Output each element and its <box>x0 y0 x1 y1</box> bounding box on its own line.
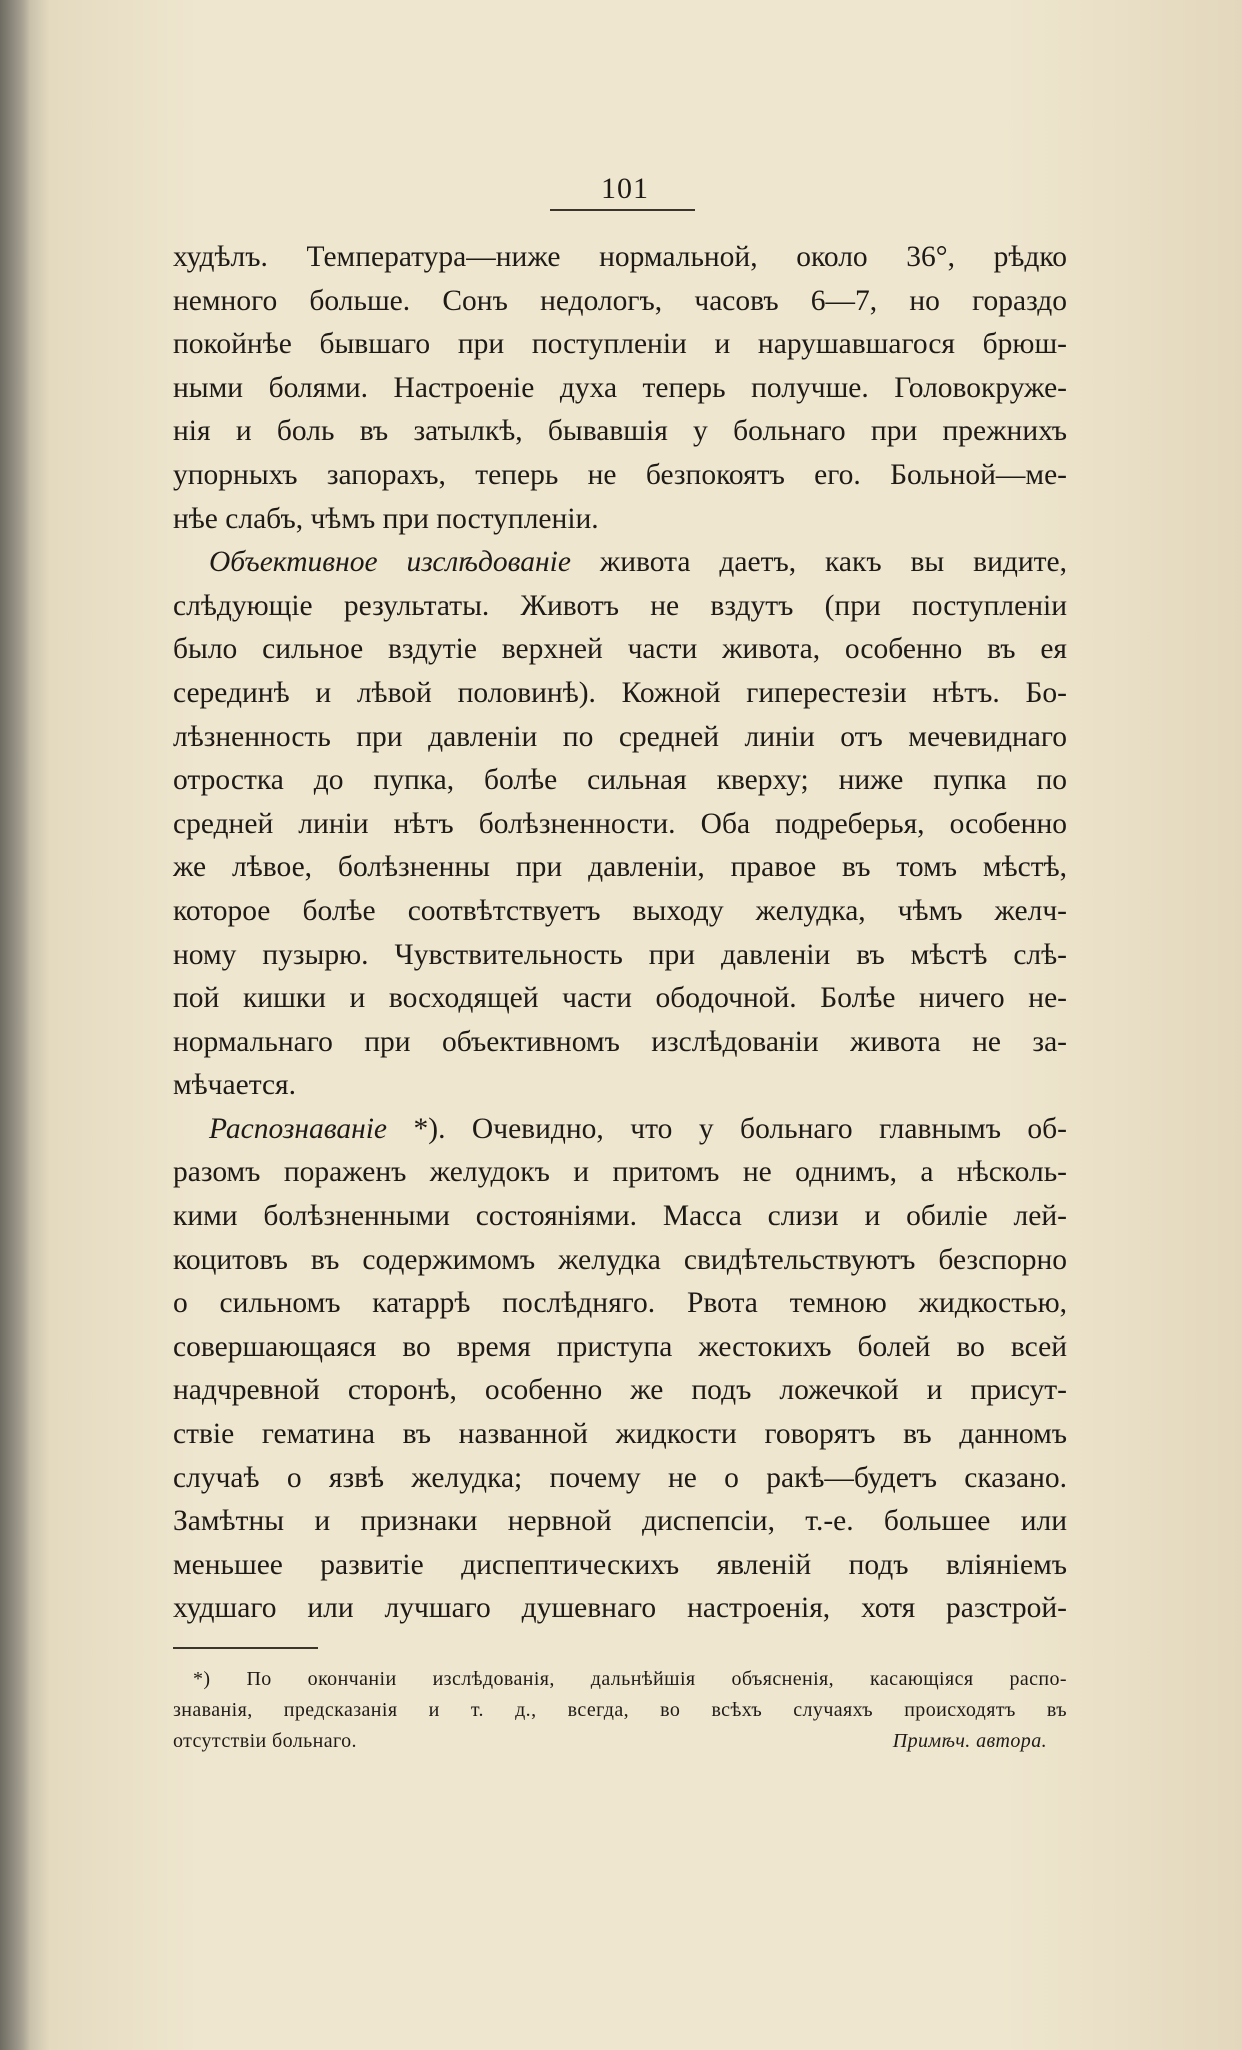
text-line: покойнѣе бывшаго при поступленіи и нарушавшагося брюш- <box>173 328 1067 361</box>
footnote-line: *) По окончаніи изслѣдованія, дальнѣйшія объясненія, касающіяся распо- <box>193 1668 1067 1690</box>
text-line: пой кишки и восходящей части ободочной. Болѣе ничего не- <box>173 982 1067 1015</box>
text-line: средней линіи нѣтъ болѣзненности. Оба подреберья, особенно <box>173 807 1067 840</box>
text-line: надчревной сторонѣ, особенно же подъ ложечкой и присут- <box>173 1374 1067 1407</box>
italic-heading-diagnosis: Распознаваніе <box>209 1112 388 1145</box>
text-line: худшаго или лучшаго душевнаго настроенія, хотя разстрой- <box>173 1592 1067 1625</box>
text-line: нѣе слабъ, чѣмъ при поступленіи. <box>173 502 599 535</box>
text-line: немного больше. Сонъ недологъ, часовъ 6—7, но гораздо <box>173 284 1067 317</box>
text-line: Замѣтны и признаки нервной диспепсіи, т.-е. большее или <box>173 1505 1067 1538</box>
footnote <box>173 1664 1067 1757</box>
text-line: меньшее развитіе диспептическихъ явленій подъ вліяніемъ <box>173 1548 1067 1581</box>
text-line: которое болѣе соотвѣтствуетъ выходу желудка, чѣмъ желч- <box>173 894 1067 927</box>
text-line: ному пузырю. Чувствительность при давленіи въ мѣстѣ слѣ- <box>173 938 1067 971</box>
text-line: совершающаяся во время приступа жестокихъ болей во всей <box>173 1330 1067 1363</box>
text-line: коцитовъ въ содержимомъ желудка свидѣтельствуютъ безспорно <box>173 1243 1067 1276</box>
text-line: же лѣвое, болѣзненны при давленіи, правое въ томъ мѣстѣ, <box>173 851 1067 884</box>
page-spine-shadow <box>0 0 30 2050</box>
author-note: Примѣч. автора. <box>892 1730 1047 1752</box>
text-line: серединѣ и лѣвой половинѣ). Кожной гиперестезіи нѣтъ. Бо- <box>173 676 1067 709</box>
footnote-line: знаванія, предсказанія и т. д., всегда, во всѣхъ случаяхъ происходятъ въ <box>173 1699 1067 1721</box>
text-line: случаѣ о язвѣ желудка; почему не о ракѣ—будетъ сказано. <box>173 1461 1067 1494</box>
text-line: кими болѣзненными состояніями. Масса слизи и обиліе лей- <box>173 1200 1067 1233</box>
paragraph-diagnosis-first-line <box>173 1108 1067 1152</box>
text-line: упорныхъ запорахъ, теперь не безпокоятъ его. Больной—ме- <box>173 458 1067 491</box>
text-line: нія и боль въ затылкѣ, бывавшія у больнаго при прежнихъ <box>173 415 1067 448</box>
text-line: разомъ пораженъ желудокъ и притомъ не однимъ, а нѣсколь- <box>173 1156 1067 1189</box>
text-line: худѣлъ. Температура—ниже нормальной, около 36°, рѣдко <box>173 241 1067 273</box>
text-line: ствіе гематина въ названной жидкости говорятъ въ данномъ <box>173 1418 1067 1451</box>
text-line: лѣзненность при давленіи по средней линіи отъ мечевиднаго <box>173 720 1067 753</box>
text-line: нормальнаго при объективномъ изслѣдованіи живота не за- <box>173 1025 1067 1058</box>
page-number-rule <box>550 209 695 211</box>
text-line: мѣчается. <box>173 1069 296 1102</box>
text-line: ными болями. Настроеніе духа теперь получше. Головокруже- <box>173 371 1067 404</box>
text-line: отростка до пупка, болѣе сильная кверху; ниже пупка по <box>173 764 1067 797</box>
text-line: о сильномъ катаррѣ послѣдняго. Рвота темною жидкостью, <box>173 1287 1067 1320</box>
italic-heading-objective-exam: Объективное изслѣдованіе <box>209 546 571 579</box>
text-line: слѣдующіе результаты. Животъ не вздутъ (при поступленіи <box>173 589 1067 622</box>
main-text <box>173 236 1067 1631</box>
footnote-rule <box>173 1647 318 1649</box>
text-line-fragment: *). Очевидно, что у больнаго главнымъ об- <box>413 1112 1067 1145</box>
page-number: 101 <box>601 172 649 205</box>
footnote-last-line <box>173 1726 1067 1757</box>
text-line-fragment: живота даетъ, какъ вы видите, <box>599 546 1068 579</box>
text-line: было сильное вздутіе верхней части живота, особенно въ ея <box>173 633 1067 666</box>
footnote-line-text: отсутствіи больнаго. <box>173 1730 357 1752</box>
paragraph-objective-exam-first-line <box>173 541 1067 585</box>
